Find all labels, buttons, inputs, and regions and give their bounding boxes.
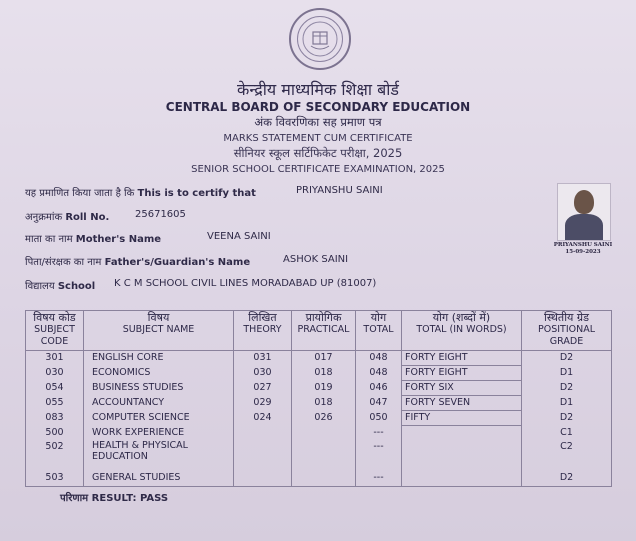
total-marks: --- bbox=[356, 426, 402, 441]
practical-marks bbox=[292, 470, 356, 487]
photo-caption-name: PRIYANSHU SAINI bbox=[553, 242, 613, 248]
positional-grade: D2 bbox=[522, 381, 612, 396]
header-theory: लिखित THEORY bbox=[234, 311, 292, 351]
certify-label-hindi: यह प्रमाणित किया जाता है कि bbox=[25, 188, 135, 199]
theory-marks: 029 bbox=[234, 396, 292, 411]
result-line bbox=[60, 490, 168, 504]
subject-name: COMPUTER SCIENCE bbox=[84, 411, 234, 426]
subject-name: BUSINESS STUDIES bbox=[84, 381, 234, 396]
statement-title-hindi: अंक विवरणिका सह प्रमाण पत्र bbox=[254, 115, 382, 129]
positional-grade: D1 bbox=[522, 366, 612, 381]
cbse-emblem-icon bbox=[289, 8, 351, 70]
total-marks: 046 bbox=[356, 381, 402, 396]
total-marks: --- bbox=[356, 470, 402, 487]
header-practical: प्रायोगिक PRACTICAL bbox=[292, 311, 356, 351]
mother-line bbox=[25, 231, 271, 245]
practical-marks bbox=[292, 440, 356, 462]
result-label-english: RESULT: bbox=[91, 493, 137, 504]
father-line bbox=[25, 254, 349, 268]
header-total: योग TOTAL bbox=[356, 311, 402, 351]
certify-line bbox=[25, 185, 383, 199]
subject-name: ECONOMICS bbox=[84, 366, 234, 381]
header-subject-name: विषय SUBJECT NAME bbox=[84, 311, 234, 351]
table-row bbox=[26, 366, 612, 381]
statement-title-english: MARKS STATEMENT CUM CERTIFICATE bbox=[223, 133, 413, 144]
table-row bbox=[26, 396, 612, 411]
total-marks: 048 bbox=[356, 366, 402, 381]
practical-marks: 019 bbox=[292, 381, 356, 396]
emblem-graphic bbox=[291, 10, 349, 68]
marks-table bbox=[25, 310, 612, 487]
table-spacer-row bbox=[26, 462, 612, 470]
practical-marks: 018 bbox=[292, 396, 356, 411]
certify-label-english: This is to certify that bbox=[137, 188, 256, 199]
subject-name: ENGLISH CORE bbox=[84, 351, 234, 366]
result-label-hindi: परिणाम bbox=[60, 493, 89, 504]
positional-grade: D1 bbox=[522, 396, 612, 411]
school-label-english: School bbox=[57, 281, 96, 292]
theory-marks: 030 bbox=[234, 366, 292, 381]
table-row bbox=[26, 381, 612, 396]
school-name: K C M SCHOOL CIVIL LINES MORADABAD UP (81007) bbox=[114, 278, 377, 289]
photo-head bbox=[574, 190, 594, 214]
father-name: ASHOK SAINI bbox=[283, 254, 349, 265]
subject-name: GENERAL STUDIES bbox=[84, 470, 234, 487]
student-photo bbox=[557, 183, 611, 241]
result-value: PASS bbox=[139, 493, 169, 504]
subject-code: 030 bbox=[26, 366, 84, 381]
father-label-hindi: पिता/संरक्षक का नाम bbox=[25, 257, 102, 268]
roll-label-hindi: अनुक्रमांक bbox=[25, 212, 63, 223]
table-row bbox=[26, 440, 612, 462]
subject-code: 083 bbox=[26, 411, 84, 426]
table-row bbox=[26, 351, 612, 366]
total-in-words: FORTY EIGHT bbox=[402, 366, 522, 381]
table-row bbox=[26, 426, 612, 441]
total-marks: --- bbox=[356, 440, 402, 462]
header-total-words: योग (शब्दों में) TOTAL (IN WORDS) bbox=[402, 311, 522, 351]
header-subject-code: विषय कोड SUBJECT CODE bbox=[26, 311, 84, 351]
total-marks: 047 bbox=[356, 396, 402, 411]
positional-grade: D2 bbox=[522, 411, 612, 426]
theory-marks: 031 bbox=[234, 351, 292, 366]
total-in-words bbox=[402, 440, 522, 462]
theory-marks: 027 bbox=[234, 381, 292, 396]
theory-marks: 024 bbox=[234, 411, 292, 426]
school-line bbox=[25, 278, 377, 292]
photo-caption bbox=[547, 242, 619, 256]
student-name: PRIYANSHU SAINI bbox=[296, 185, 383, 196]
roll-label-english: Roll No. bbox=[65, 212, 110, 223]
school-label-hindi: विद्यालय bbox=[25, 281, 55, 292]
roll-line bbox=[25, 209, 186, 223]
total-in-words bbox=[402, 426, 522, 441]
practical-marks bbox=[292, 426, 356, 441]
positional-grade: C1 bbox=[522, 426, 612, 441]
total-in-words: FIFTY bbox=[402, 411, 522, 426]
subject-name: ACCOUNTANCY bbox=[84, 396, 234, 411]
practical-marks: 018 bbox=[292, 366, 356, 381]
subject-code: 054 bbox=[26, 381, 84, 396]
board-name-english: CENTRAL BOARD OF SECONDARY EDUCATION bbox=[165, 100, 471, 114]
theory-marks bbox=[234, 470, 292, 487]
subject-code: 502 bbox=[26, 440, 84, 462]
table-row bbox=[26, 411, 612, 426]
roll-number: 25671605 bbox=[135, 209, 186, 220]
theory-marks bbox=[234, 426, 292, 441]
total-in-words bbox=[402, 470, 522, 487]
subject-code: 503 bbox=[26, 470, 84, 487]
practical-marks: 026 bbox=[292, 411, 356, 426]
photo-body bbox=[565, 214, 603, 241]
table-row bbox=[26, 470, 612, 487]
exam-title-english: SENIOR SCHOOL CERTIFICATE EXAMINATION, 2025 bbox=[191, 164, 445, 175]
subject-name: WORK EXPERIENCE bbox=[84, 426, 234, 441]
mother-label-hindi: माता का नाम bbox=[25, 234, 73, 245]
subject-code: 301 bbox=[26, 351, 84, 366]
positional-grade: C2 bbox=[522, 440, 612, 462]
exam-title-hindi: सीनियर स्कूल सर्टिफिकेट परीक्षा, 2025 bbox=[233, 146, 403, 160]
father-label-english: Father's/Guardian's Name bbox=[104, 257, 251, 268]
mother-label-english: Mother's Name bbox=[75, 234, 162, 245]
total-marks: 048 bbox=[356, 351, 402, 366]
total-in-words: FORTY SIX bbox=[402, 381, 522, 396]
marks-table-header-row bbox=[26, 311, 612, 351]
total-in-words: FORTY EIGHT bbox=[402, 351, 522, 366]
subject-name: HEALTH & PHYSICAL EDUCATION bbox=[84, 440, 234, 462]
total-marks: 050 bbox=[356, 411, 402, 426]
header-positional-grade: स्थितीय ग्रेड POSITIONAL GRADE bbox=[522, 311, 612, 351]
practical-marks: 017 bbox=[292, 351, 356, 366]
theory-marks bbox=[234, 440, 292, 462]
total-in-words: FORTY SEVEN bbox=[402, 396, 522, 411]
photo-caption-date: 15-09-2023 bbox=[565, 249, 601, 255]
mother-name: VEENA SAINI bbox=[207, 231, 271, 242]
subject-code: 500 bbox=[26, 426, 84, 441]
board-name-hindi: केन्द्रीय माध्यमिक शिक्षा बोर्ड bbox=[237, 80, 399, 99]
positional-grade: D2 bbox=[522, 351, 612, 366]
positional-grade: D2 bbox=[522, 470, 612, 487]
subject-code: 055 bbox=[26, 396, 84, 411]
